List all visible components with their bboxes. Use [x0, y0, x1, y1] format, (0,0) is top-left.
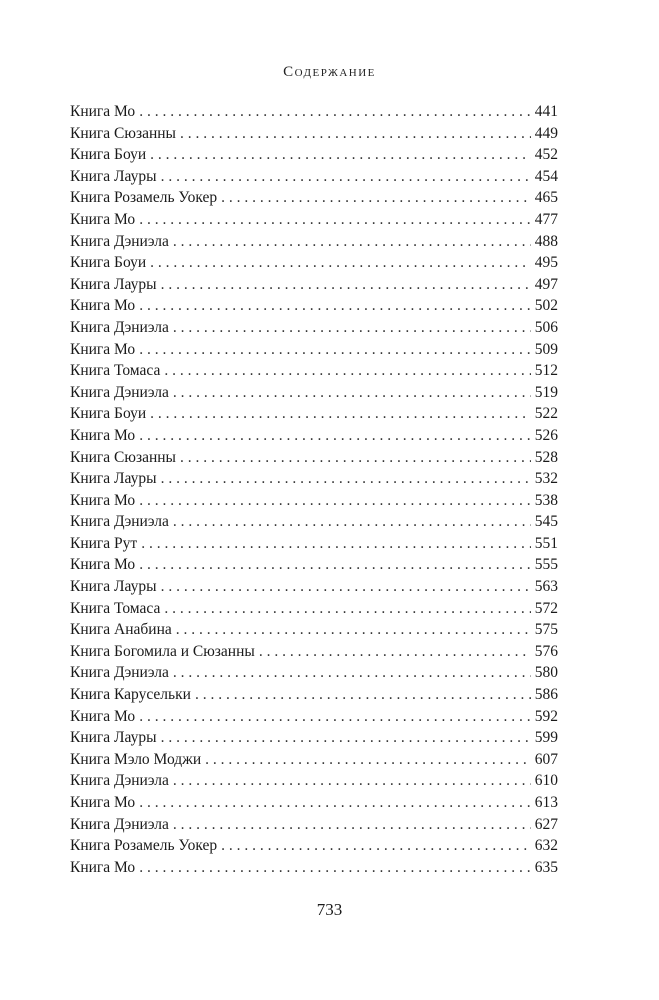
toc-dot-leader	[139, 209, 531, 231]
toc-dot-leader	[161, 468, 531, 490]
toc-entry	[70, 425, 558, 447]
toc-entry-page: 454	[534, 167, 558, 185]
toc-entry-title: Книга Сюзанны	[70, 124, 176, 142]
toc-entry	[70, 662, 558, 684]
toc-entry-title: Книга Мо	[70, 858, 136, 876]
toc-entry-page: 632	[534, 837, 558, 855]
toc-entry-page: 526	[534, 426, 558, 444]
toc-entry-page: 551	[534, 534, 558, 552]
toc-entry	[70, 468, 558, 490]
toc-entry-title: Книга Лауры	[70, 167, 157, 185]
toc-entry-title: Книга Карусельки	[70, 686, 191, 704]
toc-dot-leader	[221, 835, 531, 857]
toc-entry-title: Книга Боуи	[70, 254, 147, 272]
toc-entry	[70, 598, 558, 620]
toc-dot-leader	[180, 447, 531, 469]
toc-entry	[70, 403, 558, 425]
toc-dot-leader	[139, 554, 531, 576]
toc-entry	[70, 554, 558, 576]
toc-entry-title: Книга Мо	[70, 794, 136, 811]
toc-entry	[70, 576, 558, 598]
toc-dot-leader	[173, 382, 531, 404]
toc-entry-title: Книга Томаса	[70, 599, 161, 617]
toc-entry	[70, 447, 558, 469]
toc-dot-leader	[180, 123, 531, 145]
toc-dot-leader	[161, 274, 531, 296]
toc-entry-title: Книга Дэниэла	[70, 232, 169, 250]
toc-dot-leader	[195, 684, 531, 706]
toc-entry-title: Книга Томаса	[70, 362, 161, 380]
toc-entry	[70, 641, 558, 663]
toc-dot-leader	[139, 101, 531, 123]
toc-entry-title: Книга Дэниэла	[70, 815, 169, 833]
toc-entry-page: 477	[534, 210, 558, 228]
toc-entry-title: Книга Лауры	[70, 275, 157, 293]
toc-entry-title: Книга Дэниэла	[70, 513, 169, 531]
toc-entry	[70, 684, 558, 706]
toc-entry	[70, 857, 558, 879]
toc-dot-leader	[150, 144, 531, 166]
toc-dot-leader	[141, 533, 531, 555]
toc-dot-leader	[139, 339, 531, 361]
table-of-contents	[70, 101, 558, 878]
toc-entry	[70, 187, 558, 209]
toc-entry-page: 575	[534, 621, 558, 639]
toc-entry	[70, 619, 558, 641]
toc-entry-title: Книга Лауры	[70, 470, 157, 488]
toc-entry	[70, 123, 558, 145]
toc-dot-leader	[139, 295, 531, 317]
toc-entry	[70, 209, 558, 231]
toc-entry-page: 506	[534, 318, 558, 336]
toc-entry-page: 441	[534, 103, 558, 120]
toc-entry	[70, 101, 558, 123]
toc-entry-title: Книга Мо	[70, 210, 136, 228]
toc-dot-leader	[161, 727, 531, 749]
toc-entry-page: 555	[534, 556, 558, 574]
toc-entry-title: Книга Дэниэла	[70, 383, 169, 401]
toc-dot-leader	[139, 490, 531, 512]
toc-dot-leader	[161, 166, 531, 188]
toc-entry-page: 545	[534, 513, 558, 531]
toc-entry-page: 522	[534, 405, 558, 423]
toc-entry-page: 502	[534, 297, 558, 315]
toc-entry-title: Книга Розамель Уокер	[70, 837, 218, 855]
toc-entry	[70, 749, 558, 771]
toc-entry-title: Книга Розамель Уокер	[70, 189, 218, 207]
toc-dot-leader	[173, 770, 531, 792]
toc-entry-title: Книга Анабина	[70, 621, 172, 639]
toc-entry	[70, 144, 558, 166]
toc-entry-page: 610	[534, 772, 558, 790]
toc-dot-leader	[139, 425, 531, 447]
toc-dot-leader	[164, 360, 530, 382]
toc-entry-page: 488	[534, 232, 558, 250]
page-number: 733	[316, 900, 343, 919]
toc-entry-page: 586	[534, 686, 558, 704]
toc-entry-title: Книга Мэло Моджи	[70, 750, 202, 768]
toc-entry-page: 607	[534, 750, 558, 768]
toc-entry-title: Книга Мо	[70, 491, 136, 509]
toc-dot-leader	[139, 857, 531, 879]
toc-entry-page: 563	[534, 578, 558, 596]
toc-entry	[70, 360, 558, 382]
toc-entry-page: 580	[534, 664, 558, 682]
toc-entry-page: 509	[534, 340, 558, 358]
toc-entry	[70, 382, 558, 404]
toc-entry-title: Книга Мо	[70, 556, 136, 574]
toc-entry-title: Книга Боуи	[70, 146, 147, 164]
toc-entry-page: 576	[534, 642, 558, 660]
toc-entry-page: 528	[534, 448, 558, 466]
toc-dot-leader	[150, 403, 531, 425]
toc-entry-title: Книга Сюзанны	[70, 448, 176, 466]
toc-entry-page: 538	[534, 491, 558, 509]
toc-dot-leader	[176, 619, 531, 641]
toc-entry-title: Книга Богомила и Сюзанны	[70, 642, 255, 660]
toc-entry	[70, 252, 558, 274]
toc-dot-leader	[150, 252, 531, 274]
toc-entry-page: 592	[534, 707, 558, 725]
toc-entry-page: 635	[534, 858, 558, 876]
toc-dot-leader	[139, 706, 531, 728]
toc-entry-title: Книга Мо	[70, 340, 136, 358]
toc-entry-page: 627	[534, 815, 558, 833]
toc-dot-leader	[221, 187, 531, 209]
toc-entry-page: 512	[534, 362, 558, 380]
toc-entry-title: Книга Мо	[70, 426, 136, 444]
toc-entry-title: Книга Лауры	[70, 729, 157, 747]
toc-entry-title: Книга Рут	[70, 534, 138, 552]
toc-entry-page: 519	[534, 383, 558, 401]
toc-entry-title: Книга Мо	[70, 297, 136, 315]
toc-dot-leader	[164, 598, 530, 620]
toc-entry	[70, 295, 558, 317]
toc-entry-title: Книга Дэниэла	[70, 318, 169, 336]
toc-entry	[70, 166, 558, 188]
toc-entry-page: 572	[534, 599, 558, 617]
toc-entry	[70, 511, 558, 533]
toc-dot-leader	[173, 231, 531, 253]
toc-entry	[70, 231, 558, 253]
toc-entry	[70, 770, 558, 792]
toc-entry-page: 532	[534, 470, 558, 488]
toc-entry-title: Книга Мо	[70, 103, 136, 120]
running-header: Содержание	[283, 64, 376, 80]
toc-dot-leader	[173, 511, 531, 533]
toc-entry	[70, 792, 558, 814]
toc-dot-leader	[139, 792, 531, 814]
toc-entry-title: Книга Боуи	[70, 405, 147, 423]
toc-entry-title: Книга Дэниэла	[70, 664, 169, 682]
toc-entry-page: 495	[534, 254, 558, 272]
toc-entry-page: 497	[534, 275, 558, 293]
toc-dot-leader	[173, 317, 531, 339]
toc-entry	[70, 727, 558, 749]
toc-entry	[70, 533, 558, 555]
toc-dot-leader	[205, 749, 531, 771]
toc-entry-page: 452	[534, 146, 558, 164]
toc-entry-title: Книга Дэниэла	[70, 772, 169, 790]
toc-dot-leader	[259, 641, 531, 663]
toc-entry	[70, 339, 558, 361]
toc-entry	[70, 835, 558, 857]
toc-entry	[70, 274, 558, 296]
toc-dot-leader	[173, 814, 531, 836]
toc-entry-title: Книга Мо	[70, 707, 136, 725]
toc-entry-page: 449	[534, 124, 558, 142]
toc-entry-page: 613	[534, 794, 558, 811]
toc-dot-leader	[173, 662, 531, 684]
toc-entry	[70, 317, 558, 339]
toc-entry	[70, 490, 558, 512]
toc-entry-page: 599	[534, 729, 558, 747]
toc-entry	[70, 814, 558, 836]
toc-dot-leader	[161, 576, 531, 598]
toc-entry	[70, 706, 558, 728]
toc-entry-page: 465	[534, 189, 558, 207]
toc-entry-title: Книга Лауры	[70, 578, 157, 596]
